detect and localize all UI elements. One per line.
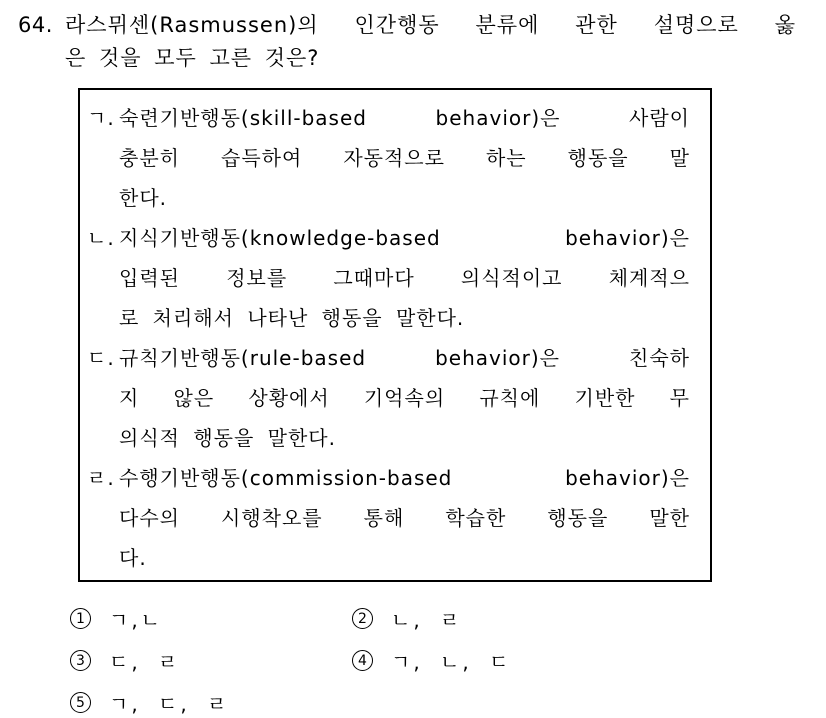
statement-line: 충분히 습득하여 자동적으로 하는 행동을 말 xyxy=(119,146,690,170)
statement-line: 로 처리해서 나타난 행동을 말한다. xyxy=(119,306,465,330)
statement-box xyxy=(78,88,712,582)
choice-2 xyxy=(352,603,511,634)
choice-2-number: 2 xyxy=(358,610,367,627)
question-text-line-1: 라스뮈센(Rasmussen)의 인간행동 분류에 관한 설명으로 옳 xyxy=(65,13,796,37)
statement-line: 다. xyxy=(119,546,147,570)
choice-1-text: ㄱ,ㄴ xyxy=(109,608,163,632)
statement-text-digeut xyxy=(119,338,690,458)
statement-marker-digeut: ㄷ. xyxy=(87,346,115,370)
statement-line: 입력된 정보를 그때마다 의식적이고 체계적으 xyxy=(119,266,690,290)
choice-4-number: 4 xyxy=(358,652,367,669)
choice-3-number-circle xyxy=(70,650,91,671)
statement-line: 지 않은 상황에서 기억속의 규칙에 기반한 무 xyxy=(119,386,690,410)
statement-line: 의식적 행동을 말한다. xyxy=(119,426,336,450)
choice-2-text: ㄴ, ㄹ xyxy=(391,608,463,632)
choice-5 xyxy=(70,687,352,718)
choice-5-text: ㄱ, ㄷ, ㄹ xyxy=(109,692,230,716)
question-number: 64. xyxy=(18,13,53,37)
question-text xyxy=(65,9,796,75)
choice-5-number-circle xyxy=(70,692,91,713)
statement-text-rieul xyxy=(119,458,690,578)
choice-1-number-circle xyxy=(70,608,91,629)
statement-marker-nieun: ㄴ. xyxy=(87,226,115,250)
choice-4-text: ㄱ, ㄴ, ㄷ xyxy=(391,650,512,674)
choice-4-number-circle xyxy=(352,650,373,671)
question-text-line-2: 은 것을 모두 고른 것은? xyxy=(65,46,320,70)
question-header xyxy=(18,9,796,75)
choice-2-number-circle xyxy=(352,608,373,629)
choice-5-number: 5 xyxy=(76,694,85,711)
choice-1 xyxy=(70,603,352,634)
statement-line: 숙련기반행동(skill-based behavior)은 사람이 xyxy=(119,106,690,130)
statement-marker-giyeok: ㄱ. xyxy=(87,106,115,130)
statement-item-giyeok xyxy=(85,98,690,218)
choice-3 xyxy=(70,645,352,676)
statement-item-nieun xyxy=(85,218,690,338)
statement-line: 수행기반행동(commission-based behavior)은 xyxy=(119,466,690,490)
statement-line: 지식기반행동(knowledge-based behavior)은 xyxy=(119,226,690,250)
statement-line: 다수의 시행착오를 통해 학습한 행동을 말한 xyxy=(119,506,690,530)
statement-line: 규칙기반행동(rule-based behavior)은 친숙하 xyxy=(119,346,690,370)
statement-marker-rieul: ㄹ. xyxy=(87,466,115,490)
statement-item-rieul xyxy=(85,458,690,578)
choice-3-number: 3 xyxy=(76,652,85,669)
choice-3-text: ㄷ, ㄹ xyxy=(109,650,181,674)
statement-line: 한다. xyxy=(119,186,167,210)
statement-text-giyeok xyxy=(119,98,690,218)
choice-1-number: 1 xyxy=(76,610,85,627)
statement-text-nieun xyxy=(119,218,690,338)
answer-choices xyxy=(70,603,511,718)
statement-item-digeut xyxy=(85,338,690,458)
choice-4 xyxy=(352,645,511,676)
